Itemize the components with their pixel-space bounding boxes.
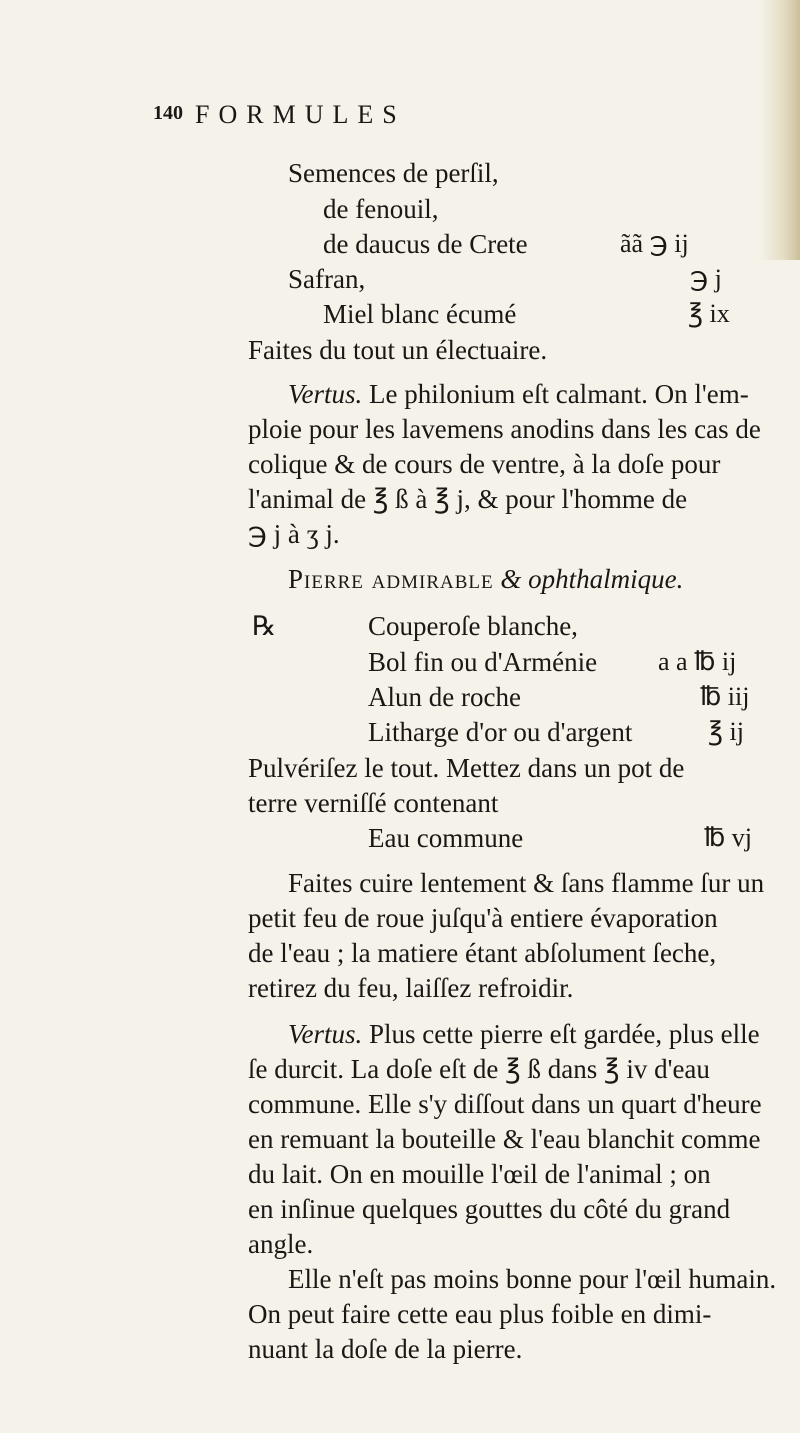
virtues-text: Plus cette pierre eſt gardée, plus elle [369,1019,760,1049]
paper-stain [760,0,800,260]
ingredient-line: Bol fin ou d'Arménie [368,647,598,677]
ingredient-line: Litharge d'or ou d'argent [368,717,633,747]
dose: ℔ iij [700,682,750,711]
paragraph-line: Faites cuire lentement & ſans flamme ſur un [288,868,765,898]
virtues-text-line: angle. [248,1229,314,1259]
virtues-text-line: colique & de cours de ventre, à la doſe pour [248,449,721,479]
paragraph-line: de l'eau ; la matiere étant abſolument ſeche, [248,938,717,968]
page-number: 140 [153,102,183,124]
ingredient-line: de daucus de Crete [323,229,528,259]
virtues-text-line: en remuant la bouteille & l'eau blanchit comme [248,1124,761,1154]
title-smallcaps: Pierre admirable [288,564,494,594]
water-line: Eau commune [368,823,524,853]
dose: a a ℔ ij [658,647,737,676]
paragraph-line: petit feu de roue juſqu'à entiere évaporation [248,903,718,933]
virtues-text: Le philonium eſt calmant. On l'em- [369,379,749,409]
ingredient-line: Semences de perſil, [288,158,499,188]
recipe-symbol-icon: ℞ [252,611,277,641]
title-italic: ophthalmique. [528,564,684,594]
ingredient-line: Couperoſe blanche, [368,611,578,641]
virtues-text-line: ℈ j à ʒ j. [248,519,340,549]
virtues-text-line: commune. Elle s'y diſſout dans un quart d'heure [248,1089,762,1119]
ingredient-line: Alun de roche [368,682,521,712]
method-line: terre verniſſé contenant [248,788,499,818]
virtues-text-line: ſe durcit. La doſe eſt de ℥ ß dans ℥ iv d'eau [248,1054,710,1084]
running-head: FORMULES [195,100,406,129]
ingredient-line: Safran, [288,264,366,294]
dose: ãã ℈ ij [620,229,689,258]
virtues-text-line: ploie pour les lavemens anodins dans les cas de [248,414,761,444]
ingredient-line: de fenouil, [323,194,439,224]
virtues-text-line: en inſinue quelques gouttes du côté du grand [248,1194,731,1224]
instruction-line: Faites du tout un électuaire. [248,335,548,365]
virtues-label: Vertus. [288,379,363,409]
dose: ℔ vj [704,823,752,852]
virtues-text-line: Elle n'eſt pas moins bonne pour l'œil humain. [288,1264,777,1294]
dose: ℥ ix [688,299,730,328]
virtues-paragraph [288,1018,760,1050]
virtues-text-line: l'animal de ℥ ß à ℥ j, & pour l'homme de [248,484,688,514]
virtues-text-line: du lait. On en mouille l'œil de l'animal ; on [248,1159,711,1189]
paragraph-line: retirez du feu, laiſſez refroidir. [248,973,574,1003]
virtues-paragraph [288,378,749,410]
virtues-text-line: nuant la doſe de la pierre. [248,1334,523,1364]
virtues-label: Vertus. [288,1019,363,1049]
method-line: Pulvériſez le tout. Mettez dans un pot de [248,753,685,783]
recipe-title [288,563,683,595]
ingredient-line: Miel blanc écumé [323,299,517,329]
dose: ℥ ij [708,717,744,746]
dose: ℈ j [690,264,722,293]
virtues-text-line: On peut faire cette eau plus foible en dimi- [248,1299,712,1329]
title-ampersand: & [500,564,522,594]
